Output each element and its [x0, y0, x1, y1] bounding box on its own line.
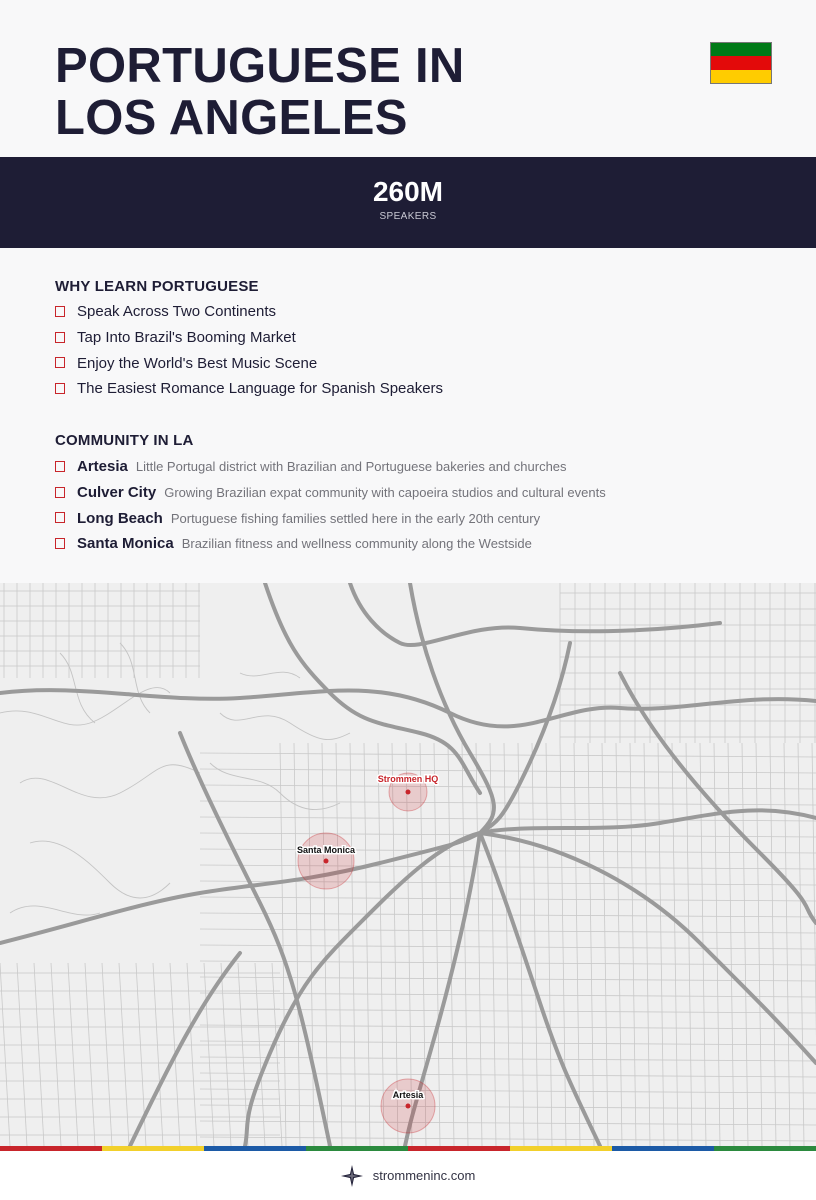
place-description: Growing Brazilian expat community with capoeira studios and cultural events — [164, 485, 606, 501]
footer — [0, 1151, 816, 1200]
street — [200, 1137, 816, 1141]
place-description: Brazilian fitness and wellness community along the Westside — [181, 536, 532, 552]
place-name: Santa Monica — [77, 535, 174, 553]
list-item — [55, 454, 606, 480]
street — [350, 743, 356, 1146]
street — [200, 1057, 816, 1061]
street — [798, 743, 804, 1146]
street — [448, 743, 454, 1146]
checkbox-icon — [55, 332, 65, 343]
flag-stripe-bottom — [711, 70, 771, 83]
street — [756, 743, 762, 1146]
street — [644, 743, 650, 1146]
marker-dot — [406, 790, 411, 795]
street — [672, 743, 678, 1146]
minor-streets — [0, 583, 816, 1146]
city-map[interactable] — [0, 583, 816, 1146]
terrain-streets — [0, 643, 350, 915]
marker-label: Artesia — [392, 1090, 424, 1100]
flag-stripe-middle — [711, 56, 771, 69]
why-learn-heading: WHY LEARN PORTUGUESE — [55, 278, 259, 295]
speaker-count-label: SPEAKERS — [379, 211, 437, 222]
street — [68, 963, 78, 1146]
marker-label: Strommen HQ — [377, 774, 439, 784]
street — [378, 743, 384, 1146]
list-item — [55, 505, 606, 531]
street — [51, 963, 61, 1146]
street — [221, 963, 231, 1146]
street — [434, 743, 440, 1146]
street — [784, 743, 790, 1146]
street — [322, 743, 328, 1146]
community-heading: COMMUNITY IN LA — [55, 432, 194, 449]
reason-text: Tap Into Brazil's Booming Market — [77, 329, 296, 347]
street — [770, 743, 776, 1146]
street — [85, 963, 95, 1146]
checkbox-icon — [55, 512, 65, 523]
speaker-count: 260M — [372, 176, 444, 207]
street-map[interactable] — [0, 583, 816, 1146]
place-name: Long Beach — [77, 509, 163, 527]
street — [200, 1121, 816, 1125]
street — [272, 963, 282, 1146]
street — [200, 753, 816, 757]
why-learn-list — [55, 299, 443, 402]
marker-label: Santa Monica — [296, 845, 356, 855]
checkbox-icon — [55, 461, 65, 472]
community-list — [55, 454, 606, 557]
street — [200, 1089, 816, 1093]
street — [686, 743, 692, 1146]
title-line-2: LOS ANGELES — [55, 91, 408, 145]
street — [200, 769, 816, 773]
street — [462, 743, 468, 1146]
list-item — [55, 350, 443, 376]
street — [34, 963, 44, 1146]
marker-dot — [324, 859, 329, 864]
street — [0, 963, 10, 1146]
list-item — [55, 299, 443, 325]
map-markers[interactable] — [297, 773, 438, 1133]
street — [187, 963, 197, 1146]
list-item — [55, 325, 443, 351]
street — [17, 963, 27, 1146]
reason-text: Enjoy the World's Best Music Scene — [77, 354, 318, 372]
street — [742, 743, 748, 1146]
checkbox-icon — [55, 538, 65, 549]
street — [153, 963, 163, 1146]
street — [294, 743, 300, 1146]
street — [200, 865, 816, 869]
street — [476, 743, 482, 1146]
street — [200, 849, 816, 853]
flag-icon — [710, 42, 772, 84]
compass-star-icon — [341, 1165, 363, 1187]
street — [658, 743, 664, 1146]
map-marker[interactable] — [381, 1079, 435, 1133]
marker-dot — [406, 1104, 411, 1109]
reason-text: The Easiest Romance Language for Spanish Speakers — [77, 380, 444, 398]
checkbox-icon — [55, 383, 65, 394]
street — [102, 963, 112, 1146]
street — [200, 1105, 816, 1109]
street — [308, 743, 314, 1146]
checkbox-icon — [55, 487, 65, 498]
header — [0, 0, 816, 157]
street — [200, 785, 816, 789]
flag-stripe-top — [711, 43, 771, 56]
street — [200, 897, 816, 901]
list-item — [55, 531, 606, 557]
stat-band — [0, 157, 816, 248]
map-marker[interactable] — [378, 773, 439, 811]
checkbox-icon — [55, 357, 65, 368]
street — [200, 1073, 816, 1077]
list-item — [55, 376, 443, 402]
footer-link[interactable]: strommeninc.com — [372, 1168, 476, 1183]
place-name: Artesia — [77, 458, 128, 476]
street — [255, 963, 265, 1146]
page-title — [55, 40, 655, 144]
street — [280, 743, 286, 1146]
checkbox-icon — [55, 306, 65, 317]
map-marker[interactable] — [297, 833, 356, 889]
street — [200, 945, 816, 949]
place-name: Culver City — [77, 484, 157, 502]
street — [200, 929, 816, 933]
reason-text: Speak Across Two Continents — [77, 303, 276, 321]
title-line-1: PORTUGUESE IN — [55, 39, 465, 93]
street — [728, 743, 734, 1146]
street — [200, 1041, 816, 1045]
place-description: Little Portugal district with Brazilian and Portuguese bakeries and churches — [135, 459, 567, 475]
street — [364, 743, 370, 1146]
list-item — [55, 480, 606, 506]
street — [119, 963, 129, 1146]
place-description: Portuguese fishing families settled here in the early 20th century — [170, 510, 541, 526]
street — [812, 743, 816, 1146]
